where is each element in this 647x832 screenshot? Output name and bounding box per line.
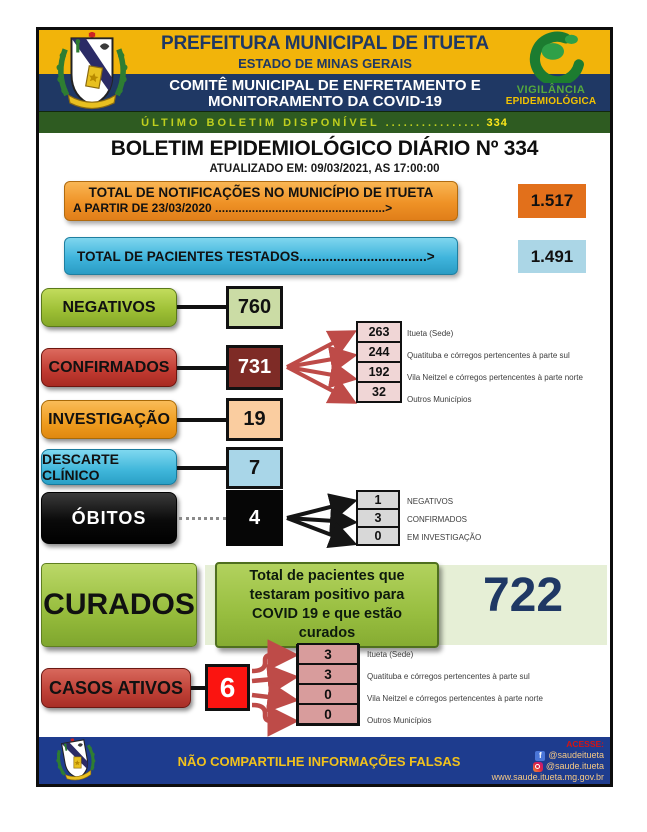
acesse-label: ACESSE: [566,739,604,749]
breakdown-cell: 3 [297,643,359,665]
breakdown-label: Itueta (Sede) [407,329,454,338]
prefeitura-title: PREFEITURA MUNICIPAL DE ITUETA [161,33,489,54]
committee-line1: COMITÊ MUNICIPAL DE ENFRETAMENTO E [169,77,481,94]
tested-bar [64,237,458,275]
confirmados-value: 731 [226,345,283,390]
confirmados-pill: CONFIRMADOS [41,348,177,387]
confirmados-connector [177,366,226,370]
ativos-connector [191,686,205,690]
facebook-icon: f [535,751,545,761]
vigilancia-logo [499,31,603,107]
breakdown-cell: 0 [297,683,359,705]
investigacao-connector [177,418,226,422]
breakdown-label: Vila Neitzel e córregos pertencentes à parte norte [367,694,543,703]
negativos-value: 760 [226,286,283,329]
facebook-link[interactable]: f @saudeitueta [492,750,604,761]
epidemiologica-text: EPIDEMIOLÓGICA [505,96,597,107]
casos-ativos-value: 6 [205,664,250,711]
bulletin-title: BOLETIM EPIDEMIOLÓGICO DIÁRIO Nº 334 [110,137,539,160]
breakdown-cell: 0 [356,526,400,546]
breakdown-label: Vila Neitzel e córregos pertencentes à parte norte [407,373,583,382]
notifications-bar [64,181,458,221]
last-bulletin-label: ÚLTIMO BOLETIM DISPONÍVEL ................ 334 [141,116,508,129]
confirmados-arrows [286,323,356,413]
negativos-connector [177,305,226,309]
obitos-pill: ÓBITOS [41,492,177,544]
curados-description: Total de pacientes que testaram positivo para COVID 19 e que estão curados [215,562,439,648]
casos-ativos-pill: CASOS ATIVOS [41,668,191,708]
ativos-breakdown-stack [296,644,360,726]
obitos-value: 4 [226,490,283,546]
footer-links [492,739,604,783]
vigilancia-swoosh-icon [509,31,593,83]
breakdown-label: Outros Municípios [407,395,472,404]
descarte-connector [177,466,226,470]
tested-label: TOTAL DE PACIENTES TESTADOS..................................> [77,248,435,264]
estado-subtitle: ESTADO DE MINAS GERAIS [238,56,412,71]
notifications-label-line2: A PARTIR DE 23/03/2020 ...................................................> [73,201,393,215]
committee-title [139,78,511,110]
obitos-breakdown-stack [356,492,400,546]
breakdown-label: Outros Municípios [367,716,432,725]
tested-value: 1.491 [518,240,586,273]
notifications-label-line1: TOTAL DE NOTIFICAÇÕES NO MUNICÍPIO DE ITUETA [88,185,434,200]
footer-coat-of-arms-icon [48,734,103,787]
website-link[interactable]: www.saude.itueta.mg.gov.br [491,772,604,782]
breakdown-cell: 263 [356,321,402,343]
breakdown-cell: 3 [297,663,359,685]
breakdown-label: Itueta (Sede) [367,650,414,659]
committee-line2: MONITORAMENTO DA COVID-19 [208,93,442,110]
descarte-value: 7 [226,447,283,489]
notifications-value: 1.517 [518,184,586,218]
breakdown-label: CONFIRMADOS [407,515,467,524]
breakdown-cell: 0 [297,703,359,725]
breakdown-label: Quatituba e córregos pertencentes à parte sul [367,672,530,681]
curados-pill: CURADOS [41,563,197,647]
itueta-coat-of-arms-icon [45,32,139,114]
last-bulletin-number: 334 [486,116,508,129]
bulletin-updated: ATUALIZADO EM: 09/03/2021, AS 17:00:00 [209,163,440,175]
negativos-pill: NEGATIVOS [41,288,177,327]
breakdown-cell: 244 [356,341,402,363]
instagram-link[interactable]: @saude.itueta [492,761,604,772]
footer-bar [39,737,610,784]
breakdown-cell: 32 [356,381,402,403]
investigacao-value: 19 [226,398,283,441]
header-titles [139,33,511,71]
footer-message: NÃO COMPARTILHE INFORMAÇÕES FALSAS [177,754,461,769]
breakdown-label: NEGATIVOS [407,497,454,506]
last-bulletin-band [39,111,610,133]
investigacao-pill: INVESTIGAÇÃO [41,400,177,439]
breakdown-label: Quatituba e córregos pertencentes à parte sul [407,351,570,360]
obitos-arrows [286,488,356,550]
breakdown-cell: 192 [356,361,402,383]
descarte-pill: DESCARTE CLÍNICO [41,449,177,485]
curados-value: 722 [482,569,564,622]
instagram-icon [533,762,543,772]
confirmados-breakdown-stack [356,323,402,403]
breakdown-label: EM INVESTIGAÇÃO [407,533,482,542]
poster-frame [36,27,613,787]
obitos-connector [179,517,226,520]
breakdown-cell: 3 [356,508,400,528]
vigilancia-text: VIGILÂNCIA [516,84,586,96]
breakdown-cell: 1 [356,490,400,510]
